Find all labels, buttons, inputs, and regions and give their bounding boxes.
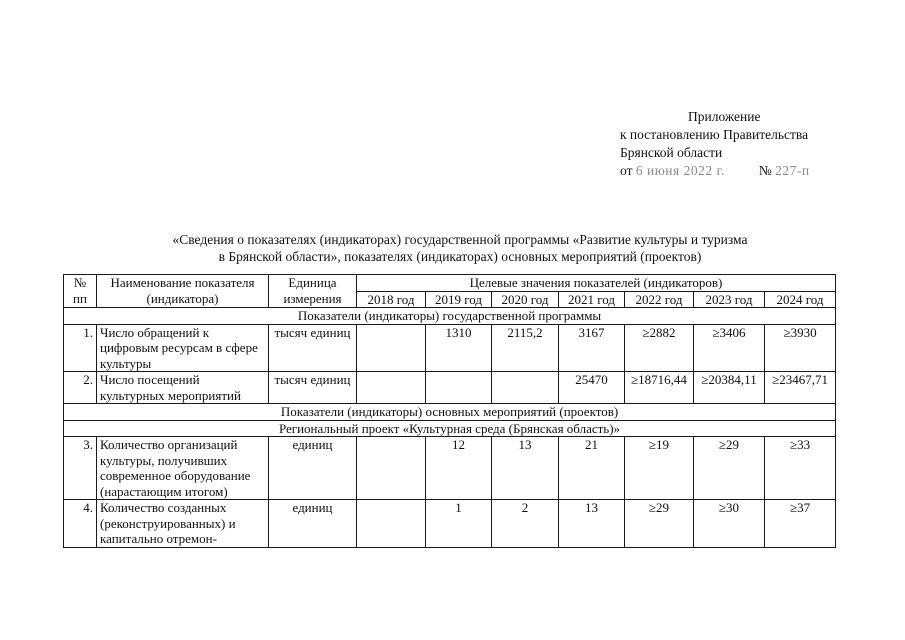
- approval-block: [620, 108, 810, 180]
- row-value: 2: [492, 500, 559, 548]
- header-name: Наименование показателя (индикатора): [97, 275, 269, 308]
- row-value: [357, 500, 426, 548]
- row-value: ≥29: [625, 500, 694, 548]
- table-row: [64, 437, 836, 500]
- row-number: 3.: [64, 437, 97, 500]
- row-name: Число посещений культурных мероприятий: [97, 372, 269, 404]
- header-year: 2023 год: [694, 291, 765, 308]
- row-unit: единиц: [269, 437, 357, 500]
- row-value: ≥19: [625, 437, 694, 500]
- section-row: [64, 404, 836, 421]
- table-row: [64, 324, 836, 372]
- row-value: 13: [492, 437, 559, 500]
- header-year: 2020 год: [492, 291, 559, 308]
- row-value: ≥29: [694, 437, 765, 500]
- table-row: [64, 500, 836, 548]
- row-unit: тысяч единиц: [269, 324, 357, 372]
- approval-number: 227-п: [775, 163, 810, 178]
- row-value: [357, 372, 426, 404]
- row-value: 13: [559, 500, 625, 548]
- row-unit: единиц: [269, 500, 357, 548]
- row-value: [426, 372, 492, 404]
- row-value: [357, 437, 426, 500]
- indicators-table: [63, 274, 836, 548]
- row-value: [492, 372, 559, 404]
- row-value: ≥3930: [765, 324, 836, 372]
- row-value: ≥30: [694, 500, 765, 548]
- row-value: ≥2882: [625, 324, 694, 372]
- row-value: ≥23467,71: [765, 372, 836, 404]
- row-value: 1310: [426, 324, 492, 372]
- row-name: Количество организаций культуры, получивших современное оборудование (нарастающим итогом): [97, 437, 269, 500]
- row-value: 2115,2: [492, 324, 559, 372]
- section-title: Региональный проект «Культурная среда (Брянская область)»: [64, 420, 836, 437]
- section-row: [64, 308, 836, 325]
- row-value: ≥20384,11: [694, 372, 765, 404]
- row-value: ≥33: [765, 437, 836, 500]
- section-row: [64, 420, 836, 437]
- header-targets: Целевые значения показателей (индикаторов): [357, 275, 836, 292]
- section-title: Показатели (индикаторы) государственной программы: [64, 308, 836, 325]
- number-label: №: [758, 163, 772, 178]
- header-year: 2018 год: [357, 291, 426, 308]
- row-value: 3167: [559, 324, 625, 372]
- row-value: ≥18716,44: [625, 372, 694, 404]
- approval-region: Брянской области: [620, 145, 723, 160]
- row-value: 21: [559, 437, 625, 500]
- title-line-1: «Сведения о показателях (индикаторах) государственной программы «Развитие культуры и туризма: [172, 232, 748, 247]
- row-value: 12: [426, 437, 492, 500]
- header-year: 2021 год: [559, 291, 625, 308]
- header-row-1: [64, 275, 836, 292]
- table-row: [64, 372, 836, 404]
- header-year: 2019 год: [426, 291, 492, 308]
- header-unit: Единица измерения: [269, 275, 357, 308]
- approval-date: 6 июня 2022 г.: [635, 163, 725, 178]
- row-number: 1.: [64, 324, 97, 372]
- header-year: 2022 год: [625, 291, 694, 308]
- date-prefix: от: [620, 163, 633, 178]
- row-value: 1: [426, 500, 492, 548]
- title-line-2: в Брянской области», показателях (индикаторах) основных мероприятий (проектов): [218, 249, 702, 264]
- row-number: 2.: [64, 372, 97, 404]
- row-unit: тысяч единиц: [269, 372, 357, 404]
- row-value: 25470: [559, 372, 625, 404]
- row-value: ≥37: [765, 500, 836, 548]
- document-title: [80, 231, 840, 265]
- approval-title: Приложение: [688, 109, 761, 124]
- section-title: Показатели (индикаторы) основных мероприятий (проектов): [64, 404, 836, 421]
- header-num: № пп: [64, 275, 97, 308]
- approval-date-row: [620, 162, 810, 180]
- row-name: Число обращений к цифровым ресурсам в сфере культуры: [97, 324, 269, 372]
- row-number: 4.: [64, 500, 97, 548]
- approval-resolution: к постановлению Правительства: [620, 127, 809, 142]
- row-value: ≥3406: [694, 324, 765, 372]
- header-year: 2024 год: [765, 291, 836, 308]
- row-name: Количество созданных (реконструированных) и капитально отремон-: [97, 500, 269, 548]
- row-value: [357, 324, 426, 372]
